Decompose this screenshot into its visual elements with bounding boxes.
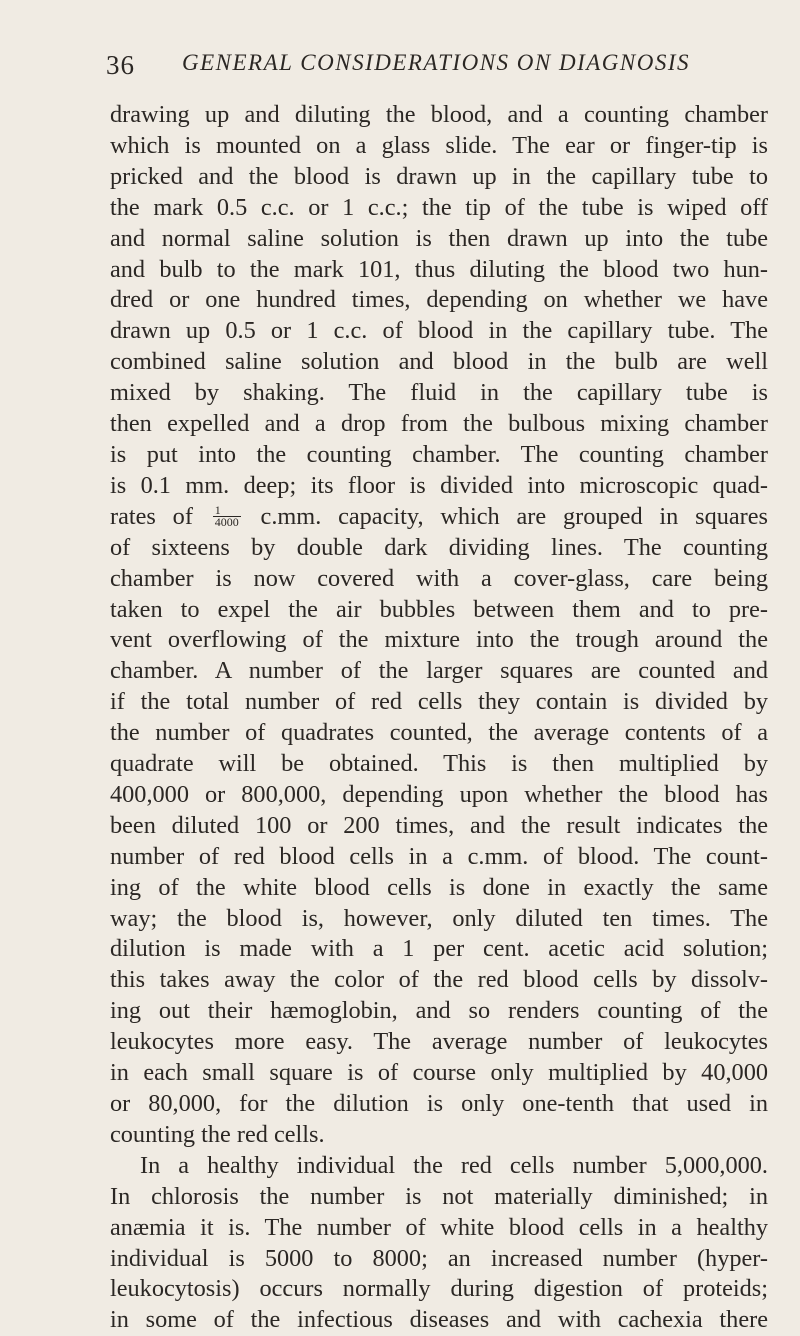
text-line: and bulb to the mark 101, thus diluting the blood two hun-: [110, 255, 768, 283]
fraction-denominator: 4000: [214, 514, 239, 529]
text-line: 400,000 or 800,000, depending upon whether the blood has: [110, 780, 768, 808]
text-line: drawn up 0.5 or 1 c.c. of blood in the capillary tube. The: [110, 317, 768, 345]
text-line: if the total number of red cells they contain is divided by: [110, 688, 768, 716]
text-line: number of red blood cells in a c.mm. of blood. The count-: [110, 842, 768, 870]
text-line: dred or one hundred times, depending on whether we have: [110, 286, 768, 314]
text-line: chamber. A number of the larger squares are counted and: [110, 657, 768, 685]
text-line: drawing up and diluting the blood, and a counting chamber: [110, 101, 768, 128]
running-head: GENERAL CONSIDERATIONS ON DIAGNOSIS: [182, 50, 691, 75]
text-line: ing of the white blood cells is done in exactly the same: [110, 873, 768, 901]
page-header: [106, 50, 706, 90]
text-line: way; the blood is, however, only diluted ten times. The: [110, 904, 768, 932]
body-text: [110, 100, 768, 1336]
text-line: leukocytosis) occurs normally during digestion of proteids;: [110, 1275, 768, 1303]
paragraph-start-line: In a healthy individual the red cells number 5,000,000.: [140, 1151, 768, 1179]
text-line: or 80,000, for the dilution is only one-tenth that used in: [110, 1090, 768, 1117]
text-line: ing out their hæmoglobin, and so renders counting of the: [110, 997, 768, 1025]
text-line: of sixteens by double dark dividing lines. The counting: [110, 533, 768, 561]
text-line: been diluted 100 or 200 times, and the result indicates the: [110, 811, 768, 839]
text-line: mixed by shaking. The fluid in the capillary tube is: [110, 379, 768, 407]
text-line: leukocytes more easy. The average number of leukocytes: [110, 1028, 768, 1056]
text-line: chamber is now covered with a cover-glass, care being: [110, 564, 768, 592]
text-line-with-fraction: [110, 502, 768, 533]
text-line: dilution is made with a 1 per cent. acetic acid solution;: [110, 935, 768, 963]
text-line: In chlorosis the number is not materially diminished; in: [110, 1182, 768, 1210]
text-line: the mark 0.5 c.c. or 1 c.c.; the tip of the tube is wiped off: [110, 193, 768, 221]
text-line: then expelled and a drop from the bulbous mixing chamber: [110, 410, 768, 438]
text-line: pricked and the blood is drawn up in the capillary tube to: [110, 162, 768, 190]
text-line: in some of the infectious diseases and with cachexia there: [110, 1306, 768, 1334]
paragraph-end-line: counting the red cells.: [110, 1120, 325, 1148]
text-line: quadrate will be obtained. This is then multiplied by: [110, 750, 768, 778]
text-line: vent overflowing of the mixture into the trough around the: [110, 626, 768, 654]
text-line: is put into the counting chamber. The counting chamber: [110, 440, 768, 468]
text-line: this takes away the color of the red blood cells by dissolv-: [110, 966, 768, 994]
text-fragment: rates of: [110, 502, 193, 530]
fraction: [213, 502, 241, 529]
text-line: taken to expel the air bubbles between them and to pre-: [110, 595, 768, 623]
text-line: the number of quadrates counted, the average contents of a: [110, 719, 768, 747]
text-line: and normal saline solution is then drawn up into the tube: [110, 224, 768, 252]
text-fragment: c.mm. capacity, which are grouped in squares: [260, 502, 768, 530]
text-line: combined saline solution and blood in the bulb are well: [110, 348, 768, 376]
text-line: in each small square is of course only multiplied by 40,000: [110, 1059, 768, 1087]
text-line: anæmia it is. The number of white blood cells in a healthy: [110, 1213, 768, 1241]
page-number: 36: [106, 50, 135, 80]
text-line: individual is 5000 to 8000; an increased number (hyper-: [110, 1244, 768, 1272]
text-line: which is mounted on a glass slide. The ear or finger-tip is: [110, 131, 768, 159]
fraction-numerator: 1: [213, 505, 241, 517]
text-line: is 0.1 mm. deep; its floor is divided into microscopic quad-: [110, 471, 768, 499]
